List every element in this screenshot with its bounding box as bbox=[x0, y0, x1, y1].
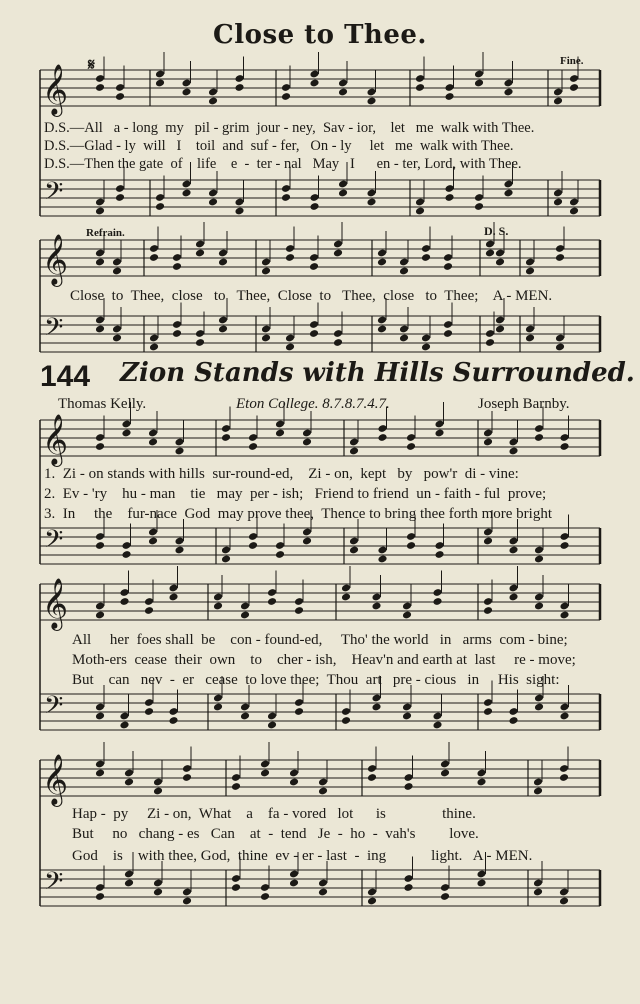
note-head bbox=[366, 97, 376, 106]
note-head bbox=[421, 343, 431, 352]
note-head bbox=[553, 97, 563, 106]
verse-lyric-s2-l1: All her foes shall be con - found-ed, Tho' the world in arms com - bine; bbox=[72, 632, 568, 648]
note-head bbox=[234, 207, 244, 216]
note-head bbox=[153, 888, 163, 897]
note-head bbox=[483, 438, 493, 447]
note-head bbox=[181, 88, 191, 97]
fine-marker: Fine. bbox=[560, 55, 584, 67]
note-head bbox=[95, 207, 105, 216]
treble-clef-icon: 𝄞 bbox=[42, 578, 69, 629]
note-head bbox=[208, 198, 218, 207]
note-head bbox=[559, 897, 569, 906]
note-head bbox=[95, 769, 105, 778]
note-head bbox=[559, 712, 569, 721]
note-head bbox=[444, 92, 454, 101]
note-head bbox=[349, 546, 359, 555]
note-head bbox=[261, 334, 271, 343]
note-head bbox=[174, 546, 184, 555]
note-head bbox=[182, 773, 192, 782]
note-head bbox=[371, 602, 381, 611]
ds-lyric-line-3: D.S.—Then the gate of life e - ter - nal May I en - ter, Lord, with Thee. bbox=[44, 156, 522, 172]
note-head bbox=[377, 555, 387, 564]
note-head bbox=[525, 334, 535, 343]
note-head bbox=[149, 253, 159, 262]
note-head bbox=[240, 712, 250, 721]
note-head bbox=[403, 883, 413, 892]
note-head bbox=[534, 703, 544, 712]
note-head bbox=[155, 79, 165, 88]
ds-lyric-line-2: D.S.—Glad - ly will I toil and suf - fer, On - ly let me walk with Thee. bbox=[44, 138, 514, 154]
note-head bbox=[399, 267, 409, 276]
bass-clef-icon: 𝄢 bbox=[44, 313, 64, 348]
note-head bbox=[533, 787, 543, 796]
verse-lyric-s1-l2: 2. Ev - 'ry hu - man tie may per - ish; Friend to friend un - faith - ful prove; bbox=[44, 486, 547, 502]
note-head bbox=[294, 707, 304, 716]
note-head bbox=[485, 249, 495, 258]
note-head bbox=[115, 193, 125, 202]
note-head bbox=[281, 92, 291, 101]
note-head bbox=[434, 550, 444, 559]
note-head bbox=[231, 883, 241, 892]
refrain-label: Refrain. bbox=[86, 227, 125, 239]
note-head bbox=[221, 433, 231, 442]
note-head bbox=[95, 892, 105, 901]
note-head bbox=[367, 773, 377, 782]
note-head bbox=[309, 262, 319, 271]
note-head bbox=[155, 202, 165, 211]
note-head bbox=[525, 267, 535, 276]
note-head bbox=[195, 338, 205, 347]
note-head bbox=[260, 892, 270, 901]
note-head bbox=[289, 778, 299, 787]
segno-sign: 𝄋 bbox=[88, 55, 95, 74]
note-head bbox=[333, 338, 343, 347]
note-head bbox=[432, 721, 442, 730]
note-head bbox=[495, 258, 505, 267]
refrain-lyric: Close to Thee, close to Thee, Close to Thee, close to Thee; A - MEN. bbox=[70, 288, 553, 304]
note-head bbox=[281, 193, 291, 202]
ds-lyric-line-1: D.S.—All a - long my pil - grim jour - ney, Sav - ior, let me walk with Thee. bbox=[44, 120, 535, 136]
note-head bbox=[553, 198, 563, 207]
treble-clef-icon: 𝄞 bbox=[42, 64, 69, 115]
note-head bbox=[440, 769, 450, 778]
note-head bbox=[366, 198, 376, 207]
note-head bbox=[213, 703, 223, 712]
note-head bbox=[248, 442, 258, 451]
note-head bbox=[112, 267, 122, 276]
note-head bbox=[415, 83, 425, 92]
note-head bbox=[559, 541, 569, 550]
note-head bbox=[534, 555, 544, 564]
note-head bbox=[377, 258, 387, 267]
note-head bbox=[503, 88, 513, 97]
note-head bbox=[181, 189, 191, 198]
note-head bbox=[495, 325, 505, 334]
hymn2-title: Zion Stands with Hills Surrounded. bbox=[120, 358, 635, 388]
note-head bbox=[341, 593, 351, 602]
note-head bbox=[534, 602, 544, 611]
note-head bbox=[153, 787, 163, 796]
note-head bbox=[474, 79, 484, 88]
verse-lyric-s2-l2: Moth-ers cease their own to cher - ish, Heav'n and earth at last re - move; bbox=[72, 652, 576, 668]
note-head bbox=[195, 249, 205, 258]
note-head bbox=[443, 262, 453, 271]
note-head bbox=[559, 611, 569, 620]
note-head bbox=[318, 888, 328, 897]
note-head bbox=[533, 888, 543, 897]
note-head bbox=[309, 202, 319, 211]
note-head bbox=[294, 606, 304, 615]
note-head bbox=[483, 537, 493, 546]
note-head bbox=[371, 703, 381, 712]
verse-lyric-s3-l1: Hap - py Zi - on, What a fa - vored lot is thine. bbox=[72, 806, 476, 822]
note-head bbox=[221, 555, 231, 564]
note-head bbox=[95, 541, 105, 550]
note-head bbox=[172, 262, 182, 271]
note-head bbox=[309, 329, 319, 338]
note-head bbox=[476, 879, 486, 888]
note-head bbox=[124, 778, 134, 787]
note-head bbox=[248, 541, 258, 550]
note-head bbox=[218, 325, 228, 334]
note-head bbox=[333, 249, 343, 258]
note-head bbox=[267, 721, 277, 730]
note-head bbox=[309, 79, 319, 88]
note-head bbox=[260, 769, 270, 778]
note-head bbox=[182, 897, 192, 906]
note-head bbox=[443, 329, 453, 338]
note-head bbox=[213, 602, 223, 611]
note-head bbox=[349, 447, 359, 456]
verse-lyric-s1-l3: 3. In the fur-nace God may prove thee, Thence to bring thee forth more bright bbox=[44, 506, 553, 522]
bass-clef-icon: 𝄢 bbox=[44, 177, 64, 212]
hymn-author: Thomas Kelly. bbox=[58, 396, 147, 412]
note-head bbox=[231, 782, 241, 791]
note-head bbox=[569, 83, 579, 92]
note-head bbox=[289, 879, 299, 888]
note-head bbox=[208, 97, 218, 106]
treble-clef-icon: 𝄞 bbox=[42, 754, 69, 805]
note-head bbox=[432, 597, 442, 606]
note-head bbox=[508, 593, 518, 602]
note-head bbox=[559, 773, 569, 782]
hymn1-title: Close to Thee. bbox=[213, 20, 427, 50]
note-head bbox=[367, 897, 377, 906]
verse-lyric-s3-l2: But no chang - es Can at - tend Je - ho - vah's love. bbox=[72, 826, 479, 842]
note-head bbox=[406, 541, 416, 550]
note-head bbox=[302, 438, 312, 447]
note-head bbox=[474, 202, 484, 211]
note-head bbox=[569, 207, 579, 216]
note-head bbox=[341, 716, 351, 725]
note-head bbox=[555, 253, 565, 262]
note-head bbox=[275, 429, 285, 438]
note-head bbox=[95, 325, 105, 334]
note-head bbox=[285, 253, 295, 262]
note-head bbox=[148, 537, 158, 546]
hymn-number: 144 bbox=[40, 360, 91, 393]
note-head bbox=[318, 787, 328, 796]
note-head bbox=[302, 537, 312, 546]
note-head bbox=[168, 593, 178, 602]
treble-clef-icon: 𝄞 bbox=[42, 234, 69, 285]
note-head bbox=[503, 189, 513, 198]
note-head bbox=[485, 338, 495, 347]
note-head bbox=[174, 447, 184, 456]
note-head bbox=[275, 550, 285, 559]
note-head bbox=[403, 782, 413, 791]
note-head bbox=[112, 334, 122, 343]
note-head bbox=[508, 716, 518, 725]
note-head bbox=[483, 707, 493, 716]
note-head bbox=[121, 550, 131, 559]
hymn-composer: Joseph Barnby. bbox=[478, 396, 570, 412]
treble-clef-icon: 𝄞 bbox=[42, 414, 69, 465]
note-head bbox=[95, 442, 105, 451]
ds-marker: D. S. bbox=[484, 224, 509, 238]
verse-lyric-s1-l1: 1. Zi - on stands with hills sur-round-ed, Zi - on, kept by pow'r di - vine: bbox=[44, 466, 519, 482]
note-head bbox=[555, 343, 565, 352]
note-head bbox=[261, 267, 271, 276]
note-head bbox=[240, 611, 250, 620]
note-head bbox=[440, 892, 450, 901]
note-head bbox=[121, 429, 131, 438]
note-head bbox=[119, 721, 129, 730]
note-head bbox=[144, 606, 154, 615]
note-head bbox=[338, 189, 348, 198]
note-head bbox=[285, 343, 295, 352]
note-head bbox=[434, 429, 444, 438]
note-head bbox=[476, 778, 486, 787]
note-head bbox=[508, 546, 518, 555]
note-head bbox=[444, 193, 454, 202]
note-head bbox=[534, 433, 544, 442]
note-head bbox=[144, 707, 154, 716]
note-head bbox=[559, 442, 569, 451]
note-head bbox=[421, 253, 431, 262]
note-head bbox=[218, 258, 228, 267]
note-head bbox=[415, 207, 425, 216]
note-head bbox=[119, 597, 129, 606]
note-head bbox=[402, 611, 412, 620]
note-head bbox=[483, 606, 493, 615]
note-head bbox=[148, 438, 158, 447]
note-head bbox=[95, 712, 105, 721]
note-head bbox=[149, 343, 159, 352]
verse-lyric-s2-l3: But can nev - er cease to love thee; Thou art pre - cious in His sight: bbox=[72, 672, 560, 688]
note-head bbox=[508, 447, 518, 456]
note-head bbox=[172, 329, 182, 338]
note-head bbox=[338, 88, 348, 97]
note-head bbox=[95, 83, 105, 92]
note-head bbox=[234, 83, 244, 92]
verse-lyric-s3-l3: God is with thee, God, thine ev - er - last - ing light. A - MEN. bbox=[72, 848, 533, 864]
note-head bbox=[267, 597, 277, 606]
note-head bbox=[402, 712, 412, 721]
note-head bbox=[406, 442, 416, 451]
note-head bbox=[168, 716, 178, 725]
note-head bbox=[115, 92, 125, 101]
bass-clef-icon: 𝄢 bbox=[44, 691, 64, 726]
note-head bbox=[95, 611, 105, 620]
note-head bbox=[124, 879, 134, 888]
note-head bbox=[399, 334, 409, 343]
note-head bbox=[377, 325, 387, 334]
note-head bbox=[95, 258, 105, 267]
note-head bbox=[377, 433, 387, 442]
tune-name: Eton College. 8.7.8.7.4.7. bbox=[236, 396, 390, 412]
bass-clef-icon: 𝄢 bbox=[44, 525, 64, 560]
bass-clef-icon: 𝄢 bbox=[44, 867, 64, 902]
